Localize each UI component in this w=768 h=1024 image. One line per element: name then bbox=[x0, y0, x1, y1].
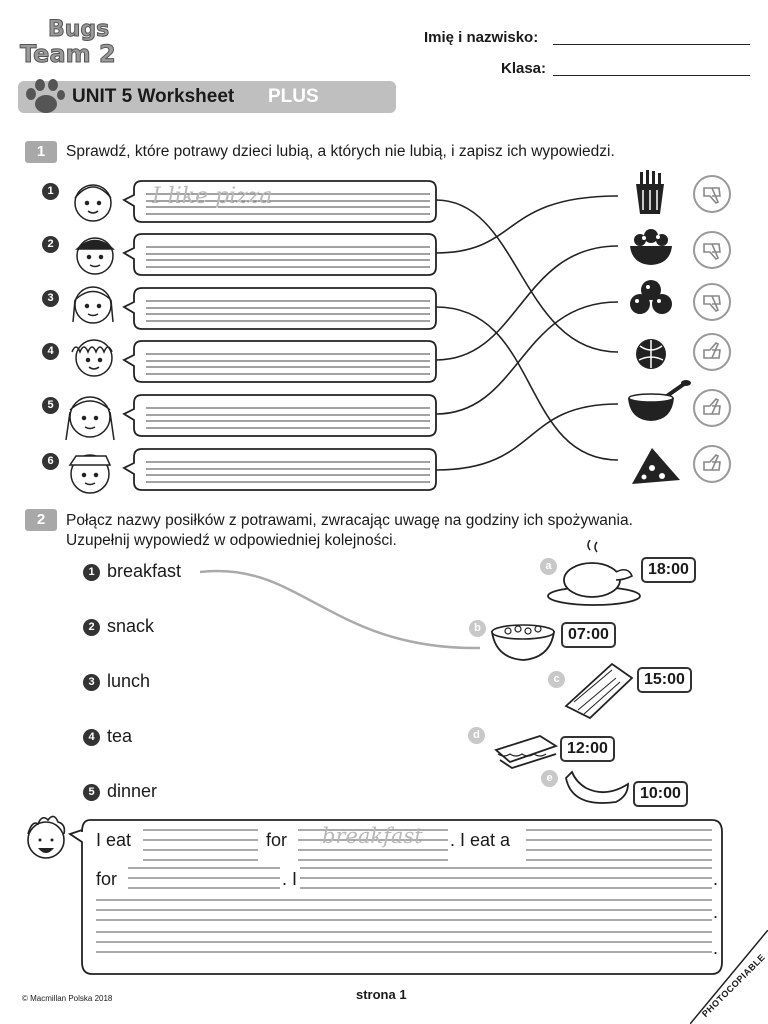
name-label: Imię i nazwisko: bbox=[424, 29, 539, 46]
photocopiable-label: PHOTOCOPIABLE bbox=[700, 952, 768, 1020]
svg-text:Bugs: Bugs bbox=[48, 17, 110, 42]
soup-bowl-icon bbox=[628, 380, 691, 421]
meal-number-4: 4 bbox=[83, 729, 100, 746]
answer-field-5[interactable] bbox=[146, 398, 430, 430]
example-meal: breakfast bbox=[322, 824, 423, 848]
sentence-dot-3: . bbox=[713, 938, 719, 958]
exercise-2-instruction-line2: Uzupełnij wypowiedź w odpowiedniej kolejności. bbox=[66, 532, 397, 549]
sentence-i-eat-a: . I eat a bbox=[450, 830, 511, 850]
blank-meal-2[interactable] bbox=[128, 864, 280, 890]
child-number-4: 4 bbox=[42, 343, 59, 360]
time-a: 18:00 bbox=[641, 557, 696, 583]
meal-snack: snack bbox=[107, 616, 155, 636]
exercise-2-instruction-line1: Połącz nazwy posiłków z potrawami, zwracając uwagę na godziny ich spożywania. bbox=[66, 512, 633, 529]
exercise-1-instruction: Sprawdź, które potrawy dzieci lubią, a których nie lubią, i zapisz ich wypowiedzi. bbox=[66, 143, 615, 160]
answer-field-4[interactable] bbox=[146, 344, 430, 376]
cereal-bowl-icon bbox=[492, 625, 554, 660]
meal-breakfast: breakfast bbox=[107, 561, 182, 581]
blank-food-2[interactable] bbox=[526, 826, 712, 858]
meal-dinner: dinner bbox=[107, 781, 158, 801]
option-letter-c: c bbox=[548, 671, 565, 688]
page-number: strona 1 bbox=[356, 987, 407, 1002]
time-b: 07:00 bbox=[561, 622, 616, 648]
blank-food-1[interactable] bbox=[143, 826, 258, 858]
exercise-1-number: 1 bbox=[25, 141, 57, 163]
sentence-i: . I bbox=[282, 869, 298, 889]
option-letter-d: d bbox=[468, 727, 485, 744]
food-ratings bbox=[618, 168, 738, 498]
meal-lunch: lunch bbox=[107, 671, 151, 691]
exercise-2-number: 2 bbox=[25, 509, 57, 531]
sentence-dot-2: . bbox=[713, 902, 719, 922]
option-letter-e: e bbox=[541, 770, 558, 787]
meal-tea: tea bbox=[107, 726, 133, 746]
copyright: © Macmillan Polska 2018 bbox=[22, 994, 113, 1003]
answer-field-6[interactable] bbox=[146, 452, 430, 484]
pizza-slice-icon bbox=[632, 448, 680, 484]
boy-face-icon bbox=[28, 816, 64, 858]
child-faces bbox=[66, 185, 114, 493]
sandwich-icon bbox=[496, 736, 556, 768]
time-d: 12:00 bbox=[560, 736, 615, 762]
blank-lines-rest[interactable] bbox=[96, 896, 712, 956]
child-number-3: 3 bbox=[42, 290, 59, 307]
svg-text:Team 2: Team 2 bbox=[20, 40, 116, 68]
time-c: 15:00 bbox=[637, 667, 692, 693]
class-label: Klasa: bbox=[501, 60, 547, 77]
answer-field-3[interactable] bbox=[146, 291, 430, 323]
child-number-1: 1 bbox=[42, 183, 59, 200]
blank-line-2[interactable] bbox=[300, 864, 712, 890]
matching-lines bbox=[436, 196, 618, 470]
meal-number-5: 5 bbox=[83, 784, 100, 801]
example-answer: I like pizza bbox=[152, 184, 273, 209]
meal-number-1: 1 bbox=[83, 564, 100, 581]
option-letter-a: a bbox=[540, 558, 557, 575]
fries-icon bbox=[636, 170, 664, 214]
sentence-for-2: for bbox=[96, 869, 118, 889]
option-letter-b: b bbox=[469, 620, 486, 637]
unit-title: UNIT 5 Worksheet bbox=[72, 86, 235, 107]
meatballs-icon bbox=[630, 280, 672, 314]
sentence-dot-1: . bbox=[713, 869, 719, 889]
roast-chicken-icon bbox=[548, 540, 640, 605]
salad-bowl-icon bbox=[630, 229, 672, 265]
meal-number-2: 2 bbox=[83, 619, 100, 636]
sentence-i-eat: I eat bbox=[96, 830, 132, 850]
banana-icon bbox=[566, 772, 628, 803]
answer-field-2[interactable] bbox=[146, 237, 430, 269]
meal-number-3: 3 bbox=[83, 674, 100, 691]
time-e: 10:00 bbox=[633, 781, 688, 807]
unit-plus-label: PLUS bbox=[268, 86, 319, 107]
example-match-line bbox=[200, 571, 480, 648]
child-number-6: 6 bbox=[42, 453, 59, 470]
pie-slice-icon bbox=[566, 664, 632, 718]
cabbage-icon bbox=[636, 339, 666, 369]
child-number-2: 2 bbox=[42, 236, 59, 253]
sentence-for: for bbox=[266, 830, 288, 850]
speech-bubbles bbox=[124, 181, 436, 490]
child-number-5: 5 bbox=[42, 397, 59, 414]
